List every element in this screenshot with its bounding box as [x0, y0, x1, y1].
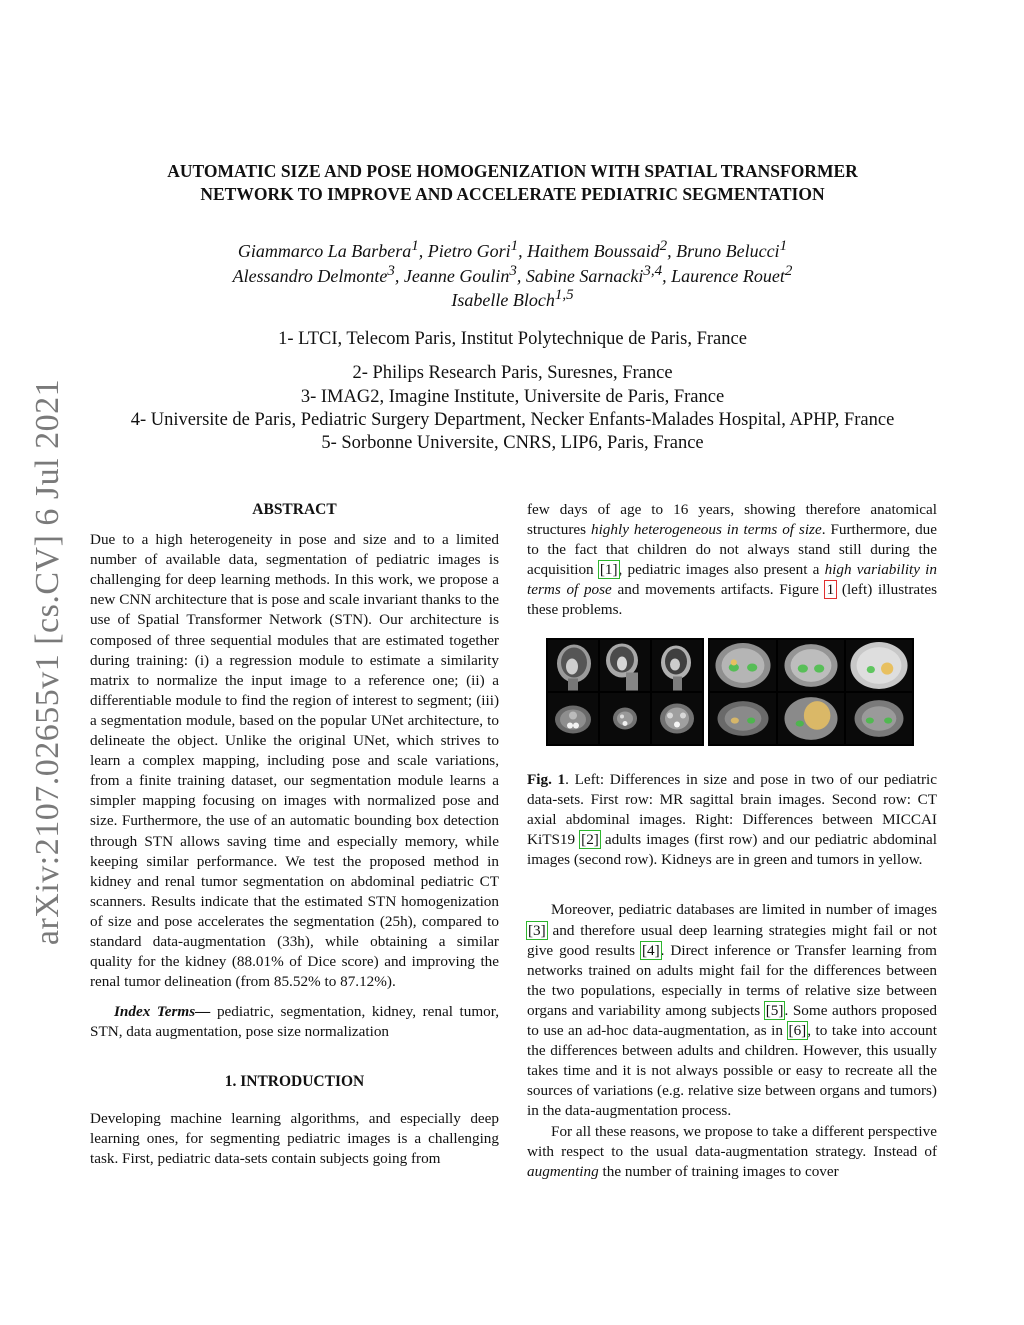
intro-heading: 1. INTRODUCTION	[224, 1073, 365, 1091]
paragraph: For all these reasons, we propose to take a different perspective with respect to the usual data-augmentation strategy. Instead of augmenting the number of training images to cover	[527, 1122, 937, 1180]
ct-pediatric-kidney-image	[846, 693, 912, 744]
ct-abdomen-image	[600, 693, 650, 744]
mr-brain-image	[548, 640, 598, 691]
affiliation-4: 4- Universite de Paris, Pediatric Surgery Department, Necker Enfants-Malades Hospital, APHP, France	[130, 410, 895, 430]
author: Alessandro Delmonte	[232, 266, 388, 286]
ct-abdomen-image	[548, 693, 598, 744]
citation-link[interactable]: [5]	[765, 1001, 784, 1019]
index-terms: Index Terms— pediatric, segmentation, kidney, renal tumor, STN, data augmentation, pose size normalization	[90, 1003, 500, 1041]
title-line-1: AUTOMATIC SIZE AND POSE HOMOGENIZATION WITH SPATIAL TRANSFORMER	[167, 161, 858, 181]
author: Pietro Gori	[427, 241, 511, 261]
left-column	[90, 500, 499, 1169]
ct-adult-kidney-image	[710, 640, 776, 691]
citation-link[interactable]: [1]	[599, 561, 618, 579]
author: Giammarco La Barbera	[237, 241, 412, 261]
ct-adult-kidney-image	[778, 640, 844, 691]
right-column-bottom	[527, 770, 937, 1182]
figure-1	[546, 638, 914, 746]
authors-line-3: Isabelle Bloch$^{1,5}$	[451, 287, 574, 310]
paragraph: Moreover, pediatric databases are limited in number of images [3] and therefore usual deep learning strategies might fail or not give good results [4]. Direct inference or Transfer learning from networks trained on adults might fail for the differences between the two populations, especially in terms of relative size between organs and variability among subjects [5]. Some authors proposed to use an ad-hoc data-augmentation, as in [6], to take into account the differences between adults and children. However, this usually takes time and it is not always possible or easy to recreate all the sources of variations (e.g. relative size between organs and tumors) in the data-augmentation process.	[527, 901, 937, 1120]
citation-link[interactable]: [2]	[581, 831, 599, 849]
authors-line-1: Giammarco La Barbera$^1$, Pietro Gori$^1$, Haithem Boussaid$^2$, Bruno Belucci$^1$	[237, 238, 788, 261]
right-column-top	[527, 500, 937, 621]
affiliation-5: 5- Sorbonne Universite, CNRS, LIP6, Paris, France	[321, 433, 704, 453]
authors-line-2: Alessandro Delmonte$^3$, Jeanne Goulin$^3$, Sabine Sarnacki$^{3,4}$, Laurence Rouet$^2$	[232, 263, 793, 286]
ct-adult-kidney-image	[846, 640, 912, 691]
author: Jeanne Goulin	[403, 266, 510, 286]
arxiv-stamp: arXiv:2107.02655v1 [cs.CV] 6 Jul 2021	[29, 378, 66, 946]
citation-link[interactable]: [3]	[528, 921, 546, 939]
figure-right-panel	[708, 638, 914, 746]
author: Sabine Sarnacki	[525, 266, 644, 286]
ct-pediatric-kidney-image	[710, 693, 776, 744]
author: Bruno Belucci	[676, 241, 780, 261]
affiliation-3: 3- IMAG2, Imagine Institute, Universite de Paris, France	[300, 387, 725, 407]
figure-left-panel	[546, 638, 704, 746]
paragraph: few days of age to 16 years, showing therefore anatomical structures highly heterogeneous in terms of size. Furthermore, due to the fact that children do not always stand still during the acquisition [1], pediatric images also present a high variability in terms of pose and movements artifacts. Figure 1 (left) illustrates these problems.	[527, 501, 938, 619]
abstract-heading: ABSTRACT	[252, 501, 337, 518]
intro-paragraph: Developing machine learning algorithms, and especially deep learning ones, for segmenting pediatric images is a challenging task. First, pediatric data-sets contain subjects going from	[90, 1109, 499, 1167]
citation-link[interactable]: [4]	[641, 941, 660, 959]
ct-pediatric-kidney-image	[778, 693, 844, 744]
figure-link[interactable]: 1	[826, 581, 835, 599]
author: Haithem Boussaid	[527, 241, 660, 261]
title-line-2: NETWORK TO IMPROVE AND ACCELERATE PEDIATRIC SEGMENTATION	[200, 184, 825, 204]
figure-caption: Fig. 1. Left: Differences in size and pose in two of our pediatric data-sets. First row: MR sagittal brain images. Second row: CT axial abdominal images. Right: Differences between MICCAI KiTS19 [2] adults images (first row) and our pediatric abdominal images (second row). Kidneys are in green and tumors in yellow.	[527, 771, 938, 869]
author: Laurence Rouet	[671, 266, 785, 286]
citation-link[interactable]: [6]	[788, 1022, 807, 1040]
affiliation-2: 2- Philips Research Paris, Suresnes, France	[352, 363, 673, 383]
mr-brain-image	[600, 640, 650, 691]
abstract-text: Due to a high heterogeneity in pose and size and to a limited number of available data, segmentation of pediatric images is challenging for deep learning methods. In this work, we propose a new CNN architecture that is pose and scale invariant thanks to the use of Spatial Transformer Network (STN). Our architecture is composed of three sequential modules that are estimated together during training: (i) a regression module to estimate a similarity matrix to normalize the input image to a reference one; (ii) a differentiable module to find the region of interest to segment; (iii) a segmentation module, based on the popular UNet architecture, to delineate the object. Unlike the original UNet, which strives to learn a complex mapping, including pose and scale variations, from a finite training dataset, our segmentation module learns a simpler mapping focusing on images with normalized pose and size. Furthermore, the use of an automatic bounding box detection through STN allows saving time and especially memory, while keeping similar performance. We test the proposed method in kidney and renal tumor segmentation on abdominal pediatric CT scanners. Results indicate that the estimated STN homogenization of size and pose accelerates the segmentation (25h), compared to standard data-augmentation (33h), while obtaining a similar quality for the kidney (88.01% of Dice score) and improving the renal tumor delineation (from 85.52% to 87.12%).	[90, 531, 499, 991]
mr-brain-image	[652, 640, 702, 691]
affiliation-1: 1- LTCI, Telecom Paris, Institut Polytechnique de Paris, France	[278, 329, 747, 349]
author: Isabelle Bloch	[451, 290, 555, 310]
paper-title	[90, 160, 935, 206]
ct-abdomen-image	[652, 693, 702, 744]
